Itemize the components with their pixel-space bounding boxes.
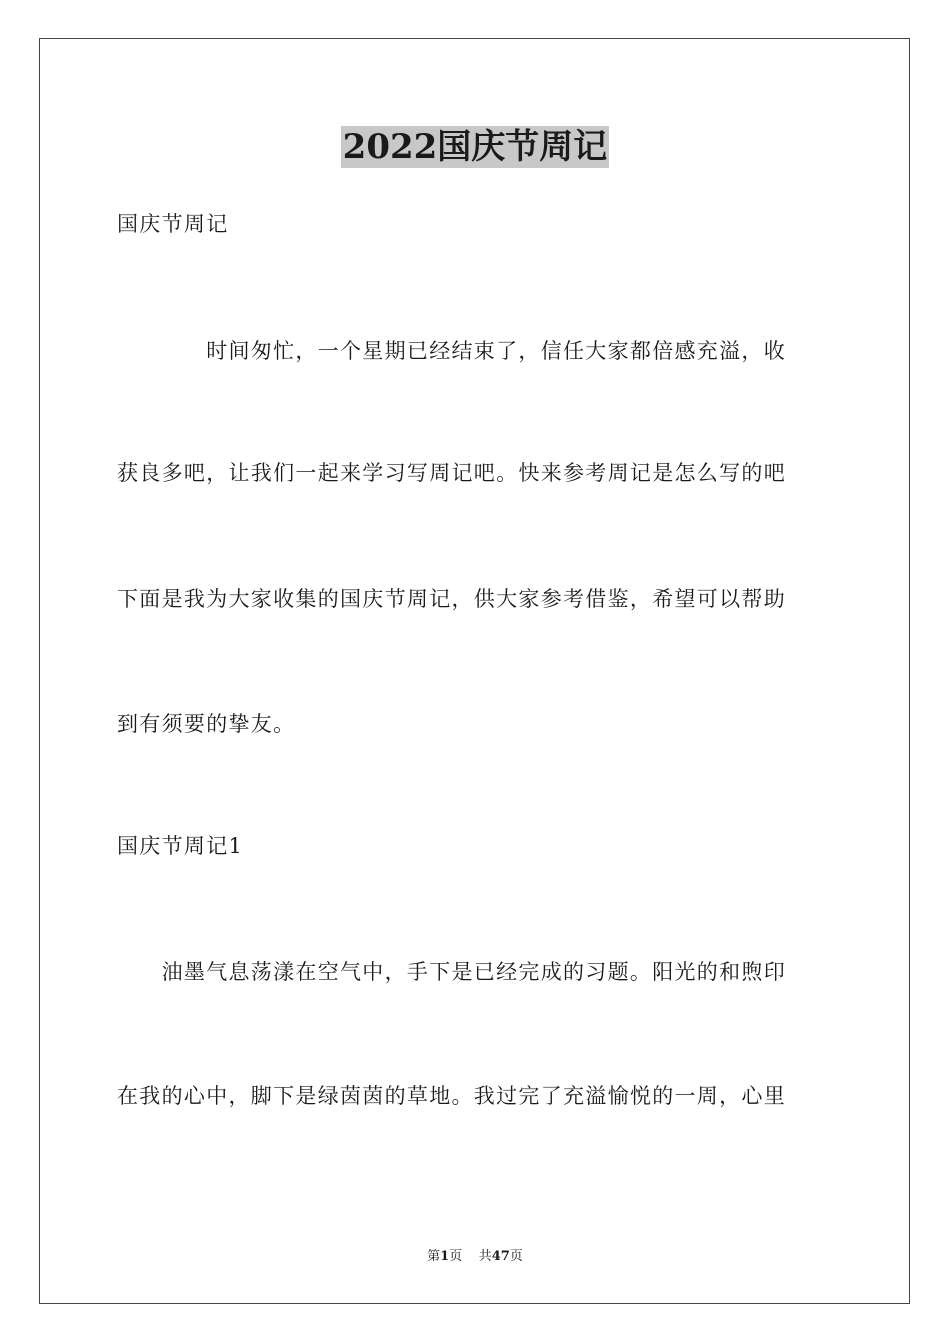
- section-heading: 国庆节周记: [117, 212, 229, 236]
- page-suffix: 页: [449, 1249, 463, 1264]
- total-suffix: 页: [509, 1249, 523, 1264]
- paragraph-line: 到有须要的挚友。: [117, 712, 296, 736]
- page-prefix: 第: [427, 1249, 441, 1264]
- paragraph-line: 获良多吧，让我们一起来学习写周记吧。快来参考周记是怎么写的吧: [117, 461, 786, 485]
- page-number: 1: [440, 1249, 450, 1264]
- document-title: 2022国庆节周记: [342, 127, 608, 167]
- page-footer: [0, 1248, 950, 1266]
- paragraph-line: 时间匆忙，一个星期已经结束了，信任大家都倍感充溢，收: [117, 339, 786, 363]
- total-pages: 47: [491, 1249, 510, 1264]
- paragraph-line: 油墨气息荡漾在空气中，手下是已经完成的习题。阳光的和煦印: [117, 960, 786, 984]
- title-container: [0, 126, 950, 168]
- section-heading: 国庆节周记1: [117, 834, 244, 858]
- paragraph-line: 在我的心中，脚下是绿茵茵的草地。我过完了充溢愉悦的一周，心里: [117, 1084, 786, 1108]
- total-prefix: 共: [478, 1249, 492, 1264]
- paragraph-line: 下面是我为大家收集的国庆节周记，供大家参考借鉴，希望可以帮助: [117, 587, 786, 611]
